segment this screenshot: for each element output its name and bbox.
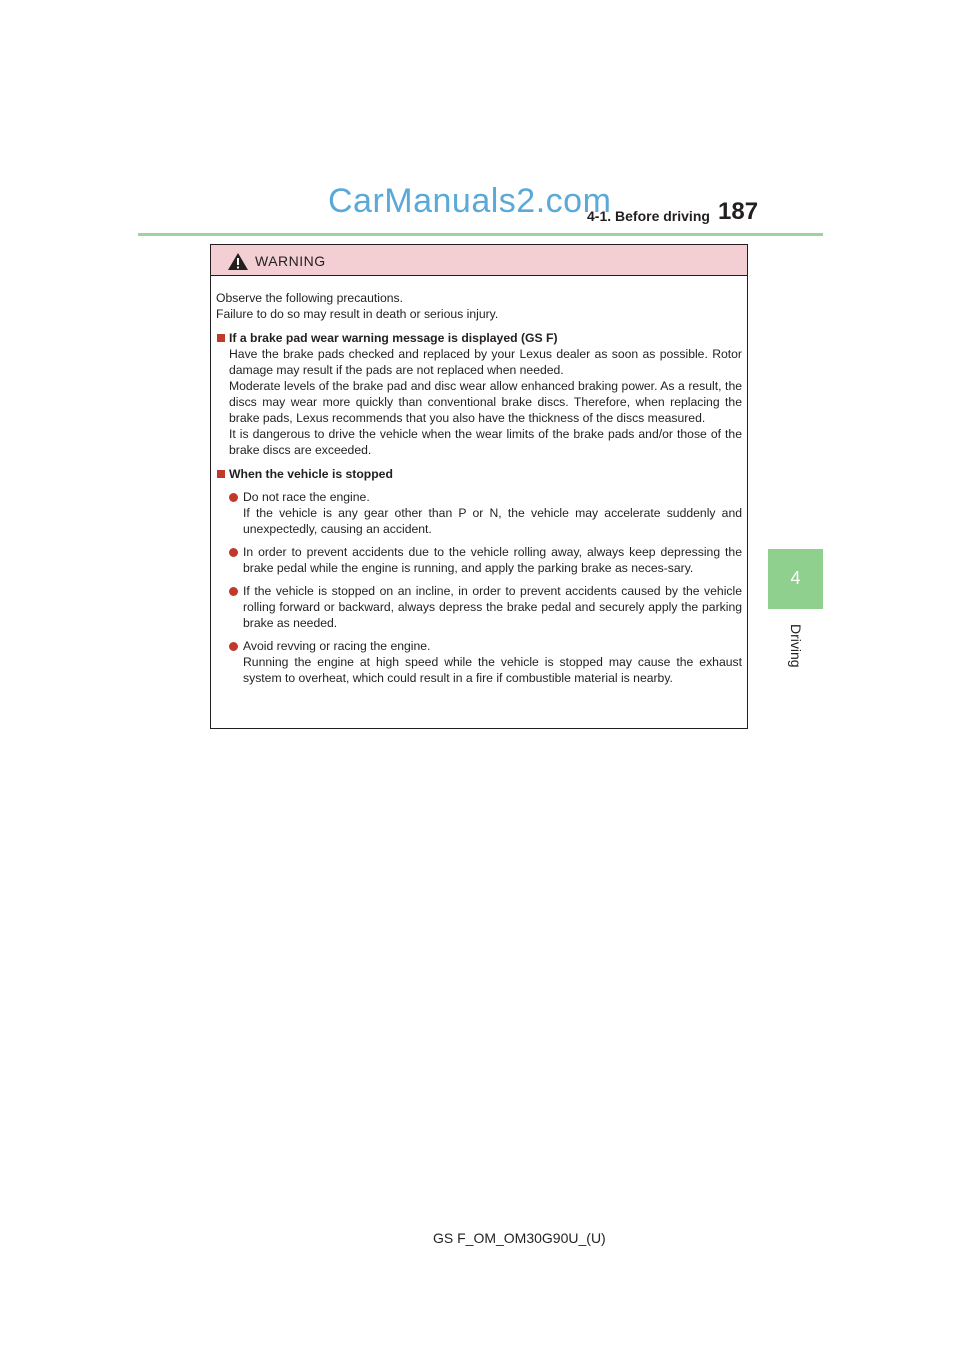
list-item-text: In order to prevent accidents due to the vehicle rolling away, always keep depressing the brake pedal while the engine is running, and apply the parking brake as neces-sary.	[243, 545, 742, 575]
square-bullet-icon	[217, 470, 225, 478]
round-bullet-icon	[229, 493, 238, 502]
round-bullet-icon	[229, 548, 238, 557]
list-item-text: If the vehicle is stopped on an incline, in order to prevent accidents caused by the vehicle rolling forward or backward, always depress the brake pedal and securely apply the parking brake as needed.	[243, 584, 742, 630]
document-code: GS F_OM_OM30G90U_(U)	[433, 1230, 606, 1246]
intro-line: Observe the following precautions.	[216, 291, 403, 305]
warning-header	[211, 245, 747, 276]
round-bullet-icon	[229, 642, 238, 651]
round-bullet-icon	[229, 587, 238, 596]
warning-triangle-icon	[227, 252, 249, 271]
intro-line: Failure to do so may result in death or serious injury.	[216, 307, 499, 321]
watermark-logo: CarManuals2.com	[328, 182, 612, 220]
section-heading-text: When the vehicle is stopped	[229, 467, 393, 481]
chapter-label: Driving	[788, 624, 804, 668]
list-item	[216, 638, 742, 686]
warning-body	[211, 276, 747, 686]
section-heading-text: If a brake pad wear warning message is displayed (GS F)	[229, 331, 558, 345]
paragraph: Moderate levels of the brake pad and disc wear allow enhanced braking power. As a result, the discs may wear more quickly than conventional brake discs. Therefore, when replacing the brake pads, Lexus recommends that you also have the thickness of the discs measured.	[229, 379, 742, 425]
chapter-number: 4	[790, 568, 801, 588]
header-divider	[138, 233, 823, 236]
warning-intro	[216, 290, 742, 322]
section-title: 4-1. Before driving	[587, 208, 710, 224]
list-item	[216, 583, 742, 631]
list-item	[216, 544, 742, 576]
paragraph: It is dangerous to drive the vehicle when the wear limits of the brake pads and/or those of the brake discs are exceeded.	[229, 427, 742, 457]
section-heading	[216, 466, 742, 482]
page-number: 187	[718, 198, 759, 225]
list-item-text: Do not race the engine. If the vehicle is any gear other than P or N, the vehicle may accelerate suddenly and unexpectedly, causing an accident.	[243, 490, 742, 536]
list-item-text: Avoid revving or racing the engine. Running the engine at high speed while the vehicle is stopped may cause the exhaust system to overheat, which could result in a fire if combustible material is nearby.	[243, 639, 742, 685]
section-heading	[216, 330, 742, 346]
warning-box	[210, 244, 748, 729]
square-bullet-icon	[217, 334, 225, 342]
warning-title: WARNING	[255, 253, 326, 269]
list-item	[216, 489, 742, 537]
paragraph: Have the brake pads checked and replaced by your Lexus dealer as soon as possible. Rotor damage may result if the pads are not replaced when needed.	[229, 347, 742, 377]
